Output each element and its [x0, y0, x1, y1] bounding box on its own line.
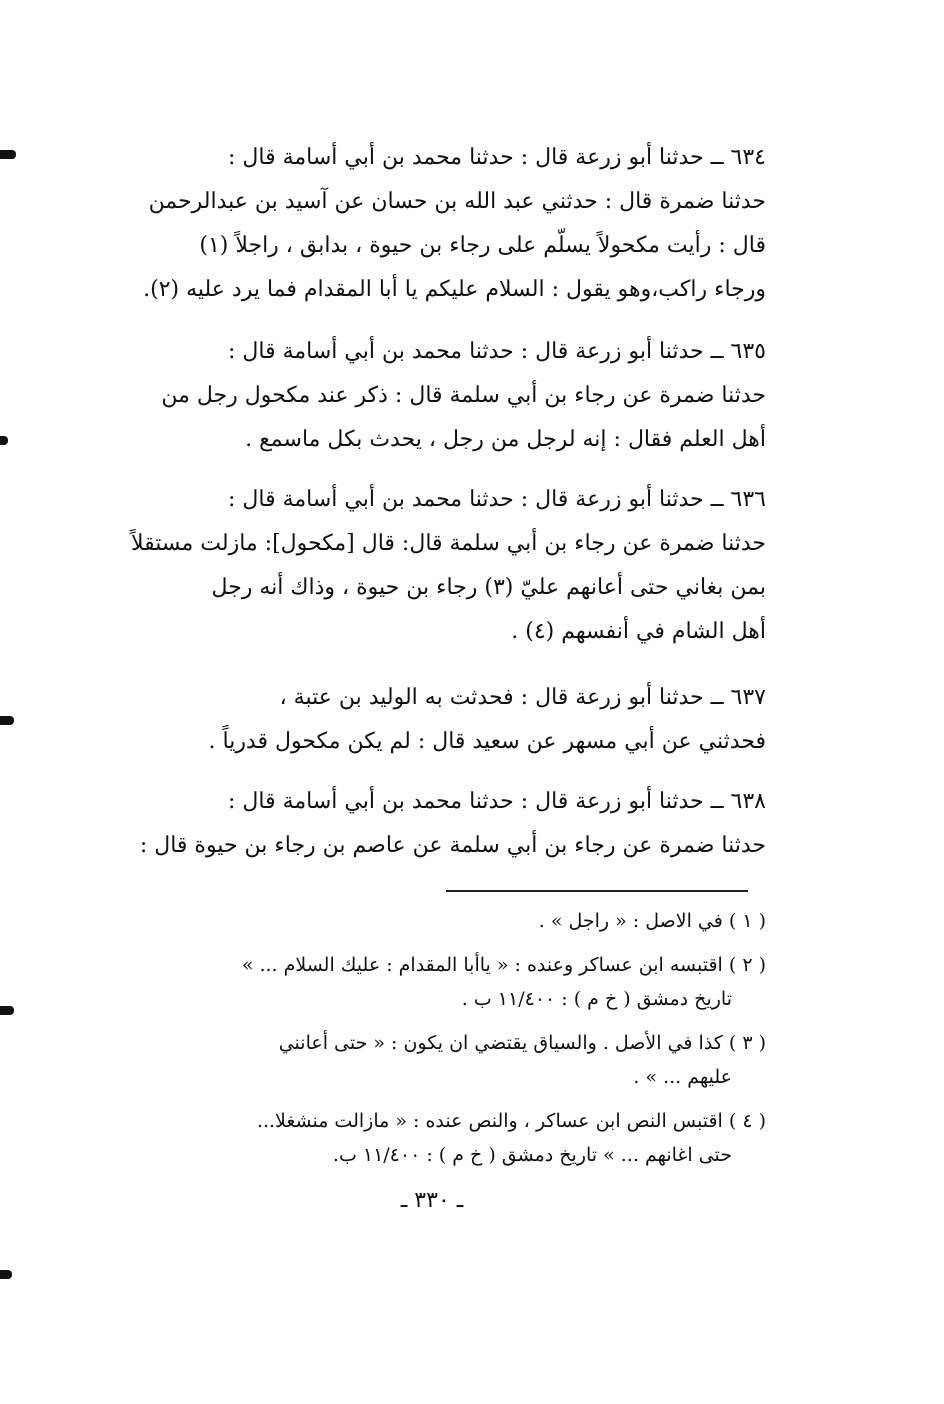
footnote-1: [110, 904, 766, 938]
footnote-4: [110, 1104, 766, 1172]
footnote-line: ( ٣ ) كذا في الأصل . والسياق يقتضي ان يكون : « حتى أعانني: [278, 1032, 766, 1054]
footnote-line: ( ٢ ) اقتبسه ابن عساكر وعنده : « ياأبا المقدام : عليك السلام ... »: [241, 954, 766, 976]
text-line: ٦٣٨ ــ حدثنا أبو زرعة قال : حدثنا محمد بن أبي أسامة قال :: [227, 789, 766, 814]
scan-edge-mark: [0, 716, 14, 725]
scan-edge-mark: [0, 436, 8, 445]
text-line: ورجاء راكب،وهو يقول : السلام عليكم يا أبا المقدام فما يرد عليه (٢).: [143, 277, 766, 302]
text-line: ٦٣٦ ــ حدثنا أبو زرعة قال : حدثنا محمد بن أبي أسامة قال :: [227, 487, 766, 512]
paragraph-637: [118, 676, 766, 764]
text-line: حدثنا ضمرة قال : حدثني عبد الله بن حسان عن آسيد بن عبدالرحمن: [148, 189, 766, 214]
text-line: حدثنا ضمرة عن رجاء بن أبي سلمة قال : ذكر عند مكحول رجل من: [161, 383, 766, 408]
text-line: أهل الشام في أنفسهم (٤) .: [511, 619, 766, 644]
footnote-line: ( ١ ) في الاصل : « راجل » .: [538, 910, 766, 932]
footnote-line: تاريخ دمشق ( خ م ) : ١١/٤٠٠ ب .: [461, 988, 732, 1010]
text-line: ٦٣٤ ــ حدثنا أبو زرعة قال : حدثنا محمد بن أبي أسامة قال :: [227, 145, 766, 170]
text-line: حدثنا ضمرة عن رجاء بن أبي سلمة عن عاصم بن رجاء بن حيوة قال :: [139, 833, 766, 858]
footnote-line: عليهم ... » .: [633, 1066, 732, 1088]
text-line: أهل العلم فقال : إنه لرجل من رجل ، يحدث بكل ماسمع .: [245, 427, 766, 452]
paragraph-638: [118, 780, 766, 868]
footnotes: [110, 904, 766, 1182]
scan-edge-mark: [0, 1270, 12, 1279]
paragraph-635: [118, 330, 766, 462]
scan-edge-mark: [0, 1006, 14, 1015]
footnote-line: ( ٤ ) اقتبس النص ابن عساكر ، والنص عنده : « مازالت منشغلا...: [256, 1110, 766, 1132]
text-line: ٦٣٥ ــ حدثنا أبو زرعة قال : حدثنا محمد بن أبي أسامة قال :: [227, 339, 766, 364]
page-number: ـ ٣٣٠ ـ: [400, 1188, 464, 1213]
footnote-2: [110, 948, 766, 1016]
paragraph-636: [118, 478, 766, 654]
footnote-divider: [446, 890, 748, 892]
footnote-line: حتى اغانهم ... » تاريخ دمشق ( خ م ) : ١١/٤٠٠ ب.: [332, 1144, 732, 1166]
text-line: بمن بغاني حتى أعانهم عليّ (٣) رجاء بن حيوة ، وذاك أنه رجل: [211, 575, 766, 600]
paragraph-634: [118, 136, 766, 312]
text-line: حدثنا ضمرة عن رجاء بن أبي سلمة قال: قال [مكحول]: مازلت مستقلاً: [130, 531, 766, 556]
text-line: ٦٣٧ ــ حدثنا أبو زرعة قال : فحدثت به الوليد بن عتبة ،: [279, 685, 766, 710]
text-line: فحدثني عن أبي مسهر عن سعيد قال : لم يكن مكحول قدرياً .: [208, 729, 766, 754]
scan-edge-mark: [0, 150, 16, 159]
footnote-3: [110, 1026, 766, 1094]
text-line: قال : رأيت مكحولاً يسلّم على رجاء بن حيوة ، بدابق ، راجلاً (١): [199, 233, 766, 258]
